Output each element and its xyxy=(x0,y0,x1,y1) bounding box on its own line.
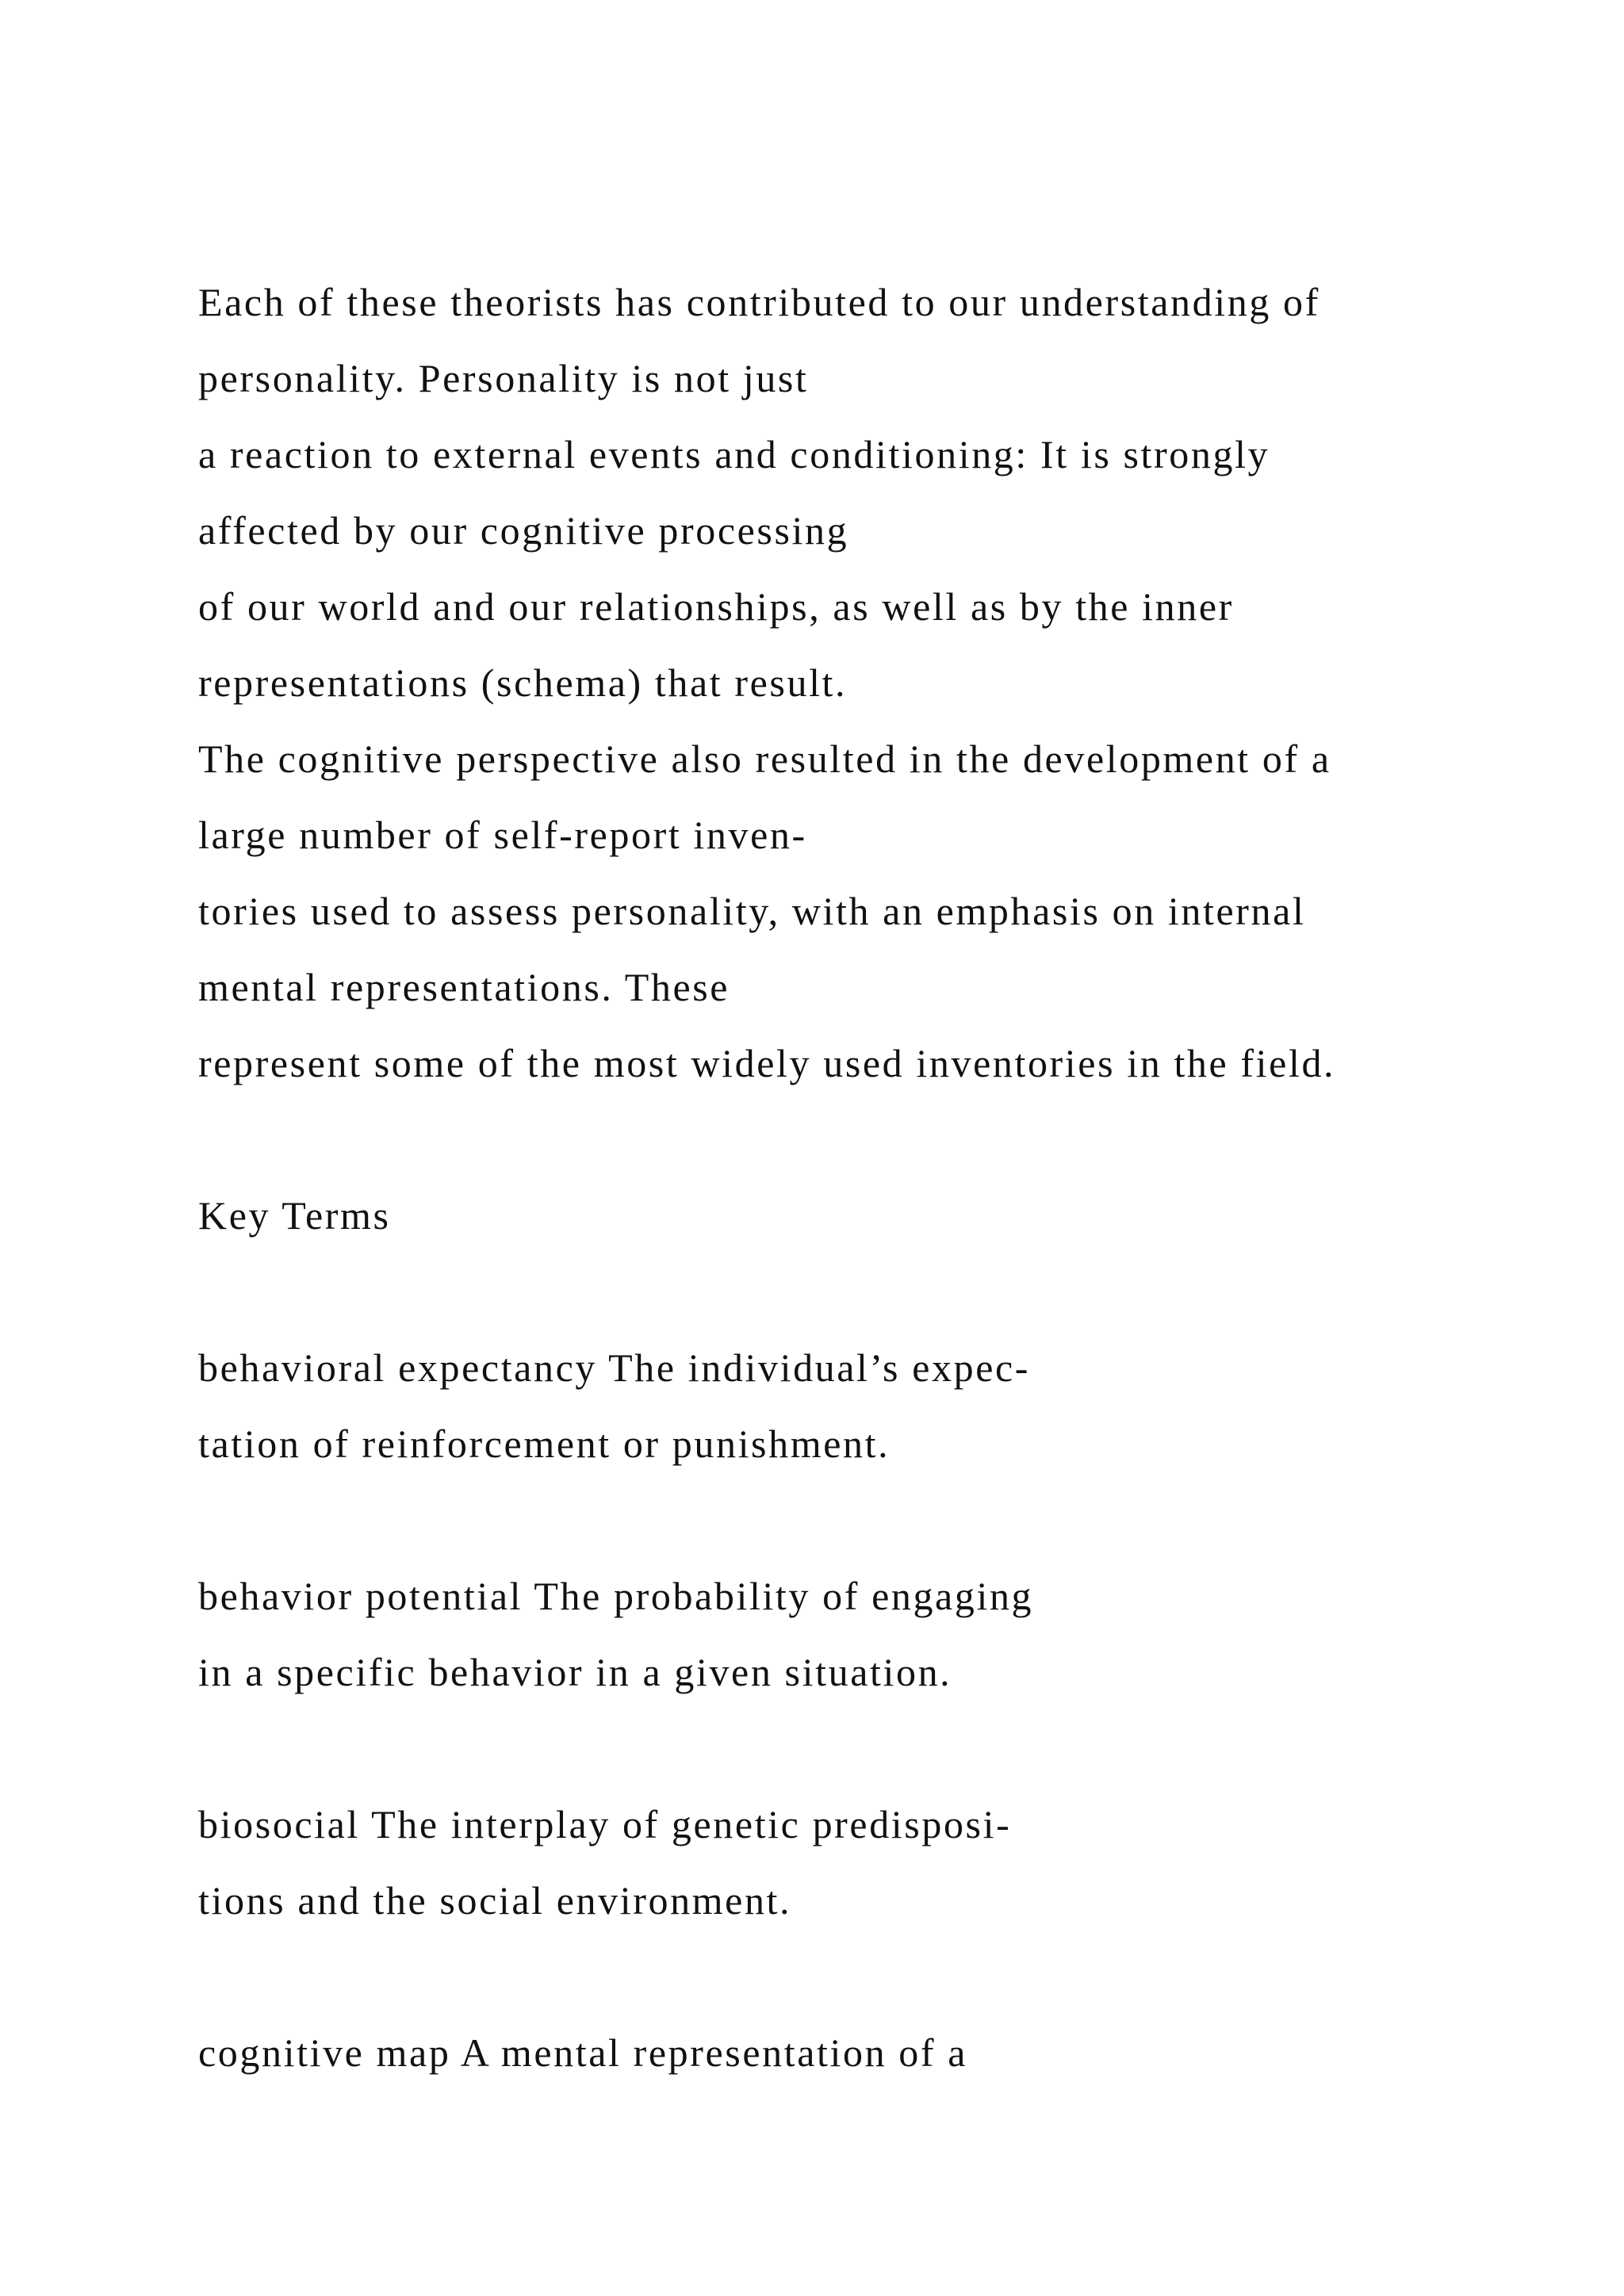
key-term-cognitive-map-line-1: cognitive map A mental representation of a xyxy=(198,2030,968,2075)
key-term-behavioral-expectancy-line-2: tation of reinforcement or punishment. xyxy=(198,1422,891,1466)
paragraph-1-line-5: of our world and our relationships, as well as by the inner xyxy=(198,584,1234,629)
paragraph-2-line-3: tories used to assess personality, with an emphasis on internal xyxy=(198,889,1306,933)
paragraph-1-line-3: a reaction to external events and conditioning: It is strongly xyxy=(198,432,1270,476)
key-term-behavior-potential-line-1: behavior potential The probability of engaging xyxy=(198,1574,1034,1618)
key-term-biosocial-line-2: tions and the social environment. xyxy=(198,1878,792,1923)
paragraph-2-line-2: large number of self-report inven- xyxy=(198,813,807,857)
paragraph-1-line-1: Each of these theorists has contributed to our understanding of xyxy=(198,280,1320,324)
paragraph-2-line-1: The cognitive perspective also resulted in the development of a xyxy=(198,737,1331,781)
section-heading-key-terms: Key Terms xyxy=(198,1193,391,1238)
key-term-behavior-potential-line-2: in a specific behavior in a given situation. xyxy=(198,1650,952,1694)
key-term-biosocial-line-1: biosocial The interplay of genetic predisposi- xyxy=(198,1802,1012,1846)
paragraph-1-line-6: representations (schema) that result. xyxy=(198,660,848,705)
key-term-behavioral-expectancy-line-1: behavioral expectancy The individual’s expec- xyxy=(198,1345,1031,1390)
paragraph-2-line-5: represent some of the most widely used inventories in the field. xyxy=(198,1041,1336,1085)
paragraph-2-line-4: mental representations. These xyxy=(198,965,730,1009)
paragraph-1-line-2: personality. Personality is not just xyxy=(198,356,809,400)
paragraph-1-line-4: affected by our cognitive processing xyxy=(198,508,849,553)
